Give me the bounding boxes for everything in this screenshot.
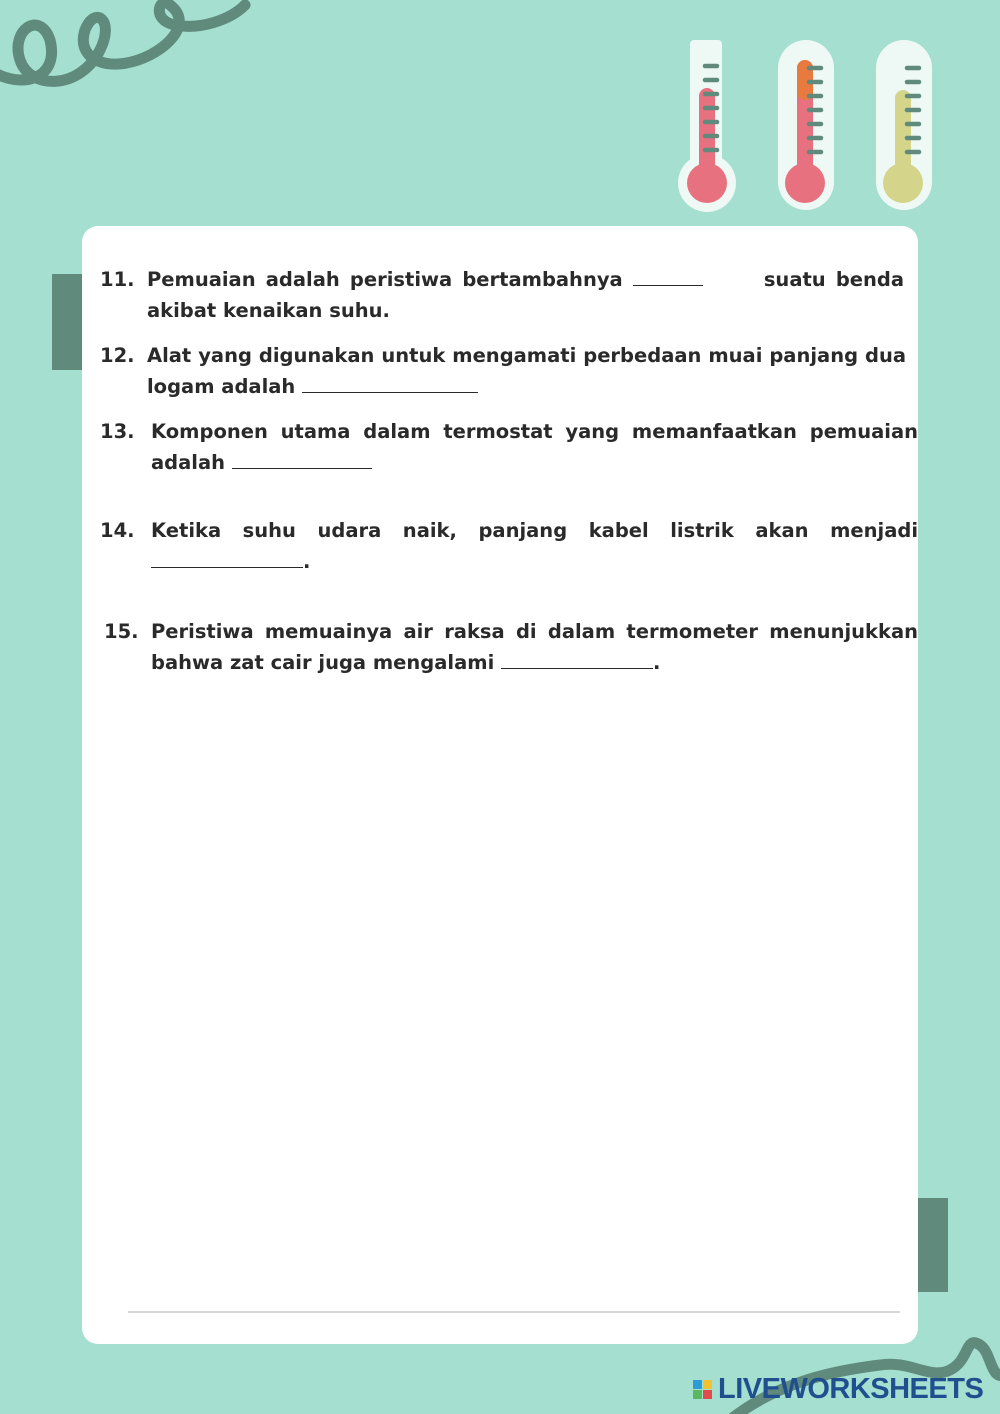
- question-text: .: [653, 651, 661, 674]
- question-number: 15.: [104, 620, 139, 643]
- question-text: Ketika suhu udara naik, panjang kabel listrik akan menjadi: [151, 519, 918, 542]
- question-text: Komponen utama dalam termostat yang memanfaatkan pemuaian adalah: [151, 420, 918, 474]
- question-number: 12.: [100, 344, 135, 367]
- question-text: Peristiwa memuainya air raksa di dalam termometer menunjukkan bahwa zat cair juga mengalami: [151, 620, 918, 674]
- squiggle-top-left-decoration: [0, 0, 260, 100]
- question-13: [100, 416, 918, 478]
- thermometer-icon: [874, 38, 934, 214]
- thermometer-icon: [776, 38, 836, 214]
- liveworksheets-logo-icon: [693, 1380, 712, 1399]
- tape-decoration: [52, 274, 82, 370]
- question-text: Alat yang digunakan untuk mengamati perbedaan muai panjang dua logam adalah: [147, 344, 906, 398]
- divider-line: [128, 1311, 900, 1313]
- answer-blank[interactable]: [232, 450, 372, 469]
- question-number: 13.: [100, 420, 135, 443]
- tape-decoration: [918, 1198, 948, 1292]
- question-number: 14.: [100, 519, 135, 542]
- thermometer-icon: [678, 38, 738, 214]
- answer-blank[interactable]: [633, 267, 703, 286]
- answer-blank[interactable]: [151, 549, 303, 568]
- question-text: Pemuaian adalah peristiwa bertambahnya: [147, 268, 623, 291]
- question-text: .: [303, 550, 311, 573]
- question-text: suatu benda akibat kenaikan suhu.: [147, 268, 905, 322]
- brand-name: LIVEWORKSHEETS: [718, 1372, 984, 1405]
- question-number: 11.: [100, 268, 135, 291]
- question-15: [104, 616, 918, 678]
- liveworksheets-brand: [693, 1373, 983, 1405]
- question-12: [100, 340, 918, 402]
- question-14: [100, 515, 918, 577]
- question-11: [100, 264, 918, 326]
- answer-blank[interactable]: [302, 374, 478, 393]
- answer-blank[interactable]: [501, 650, 653, 669]
